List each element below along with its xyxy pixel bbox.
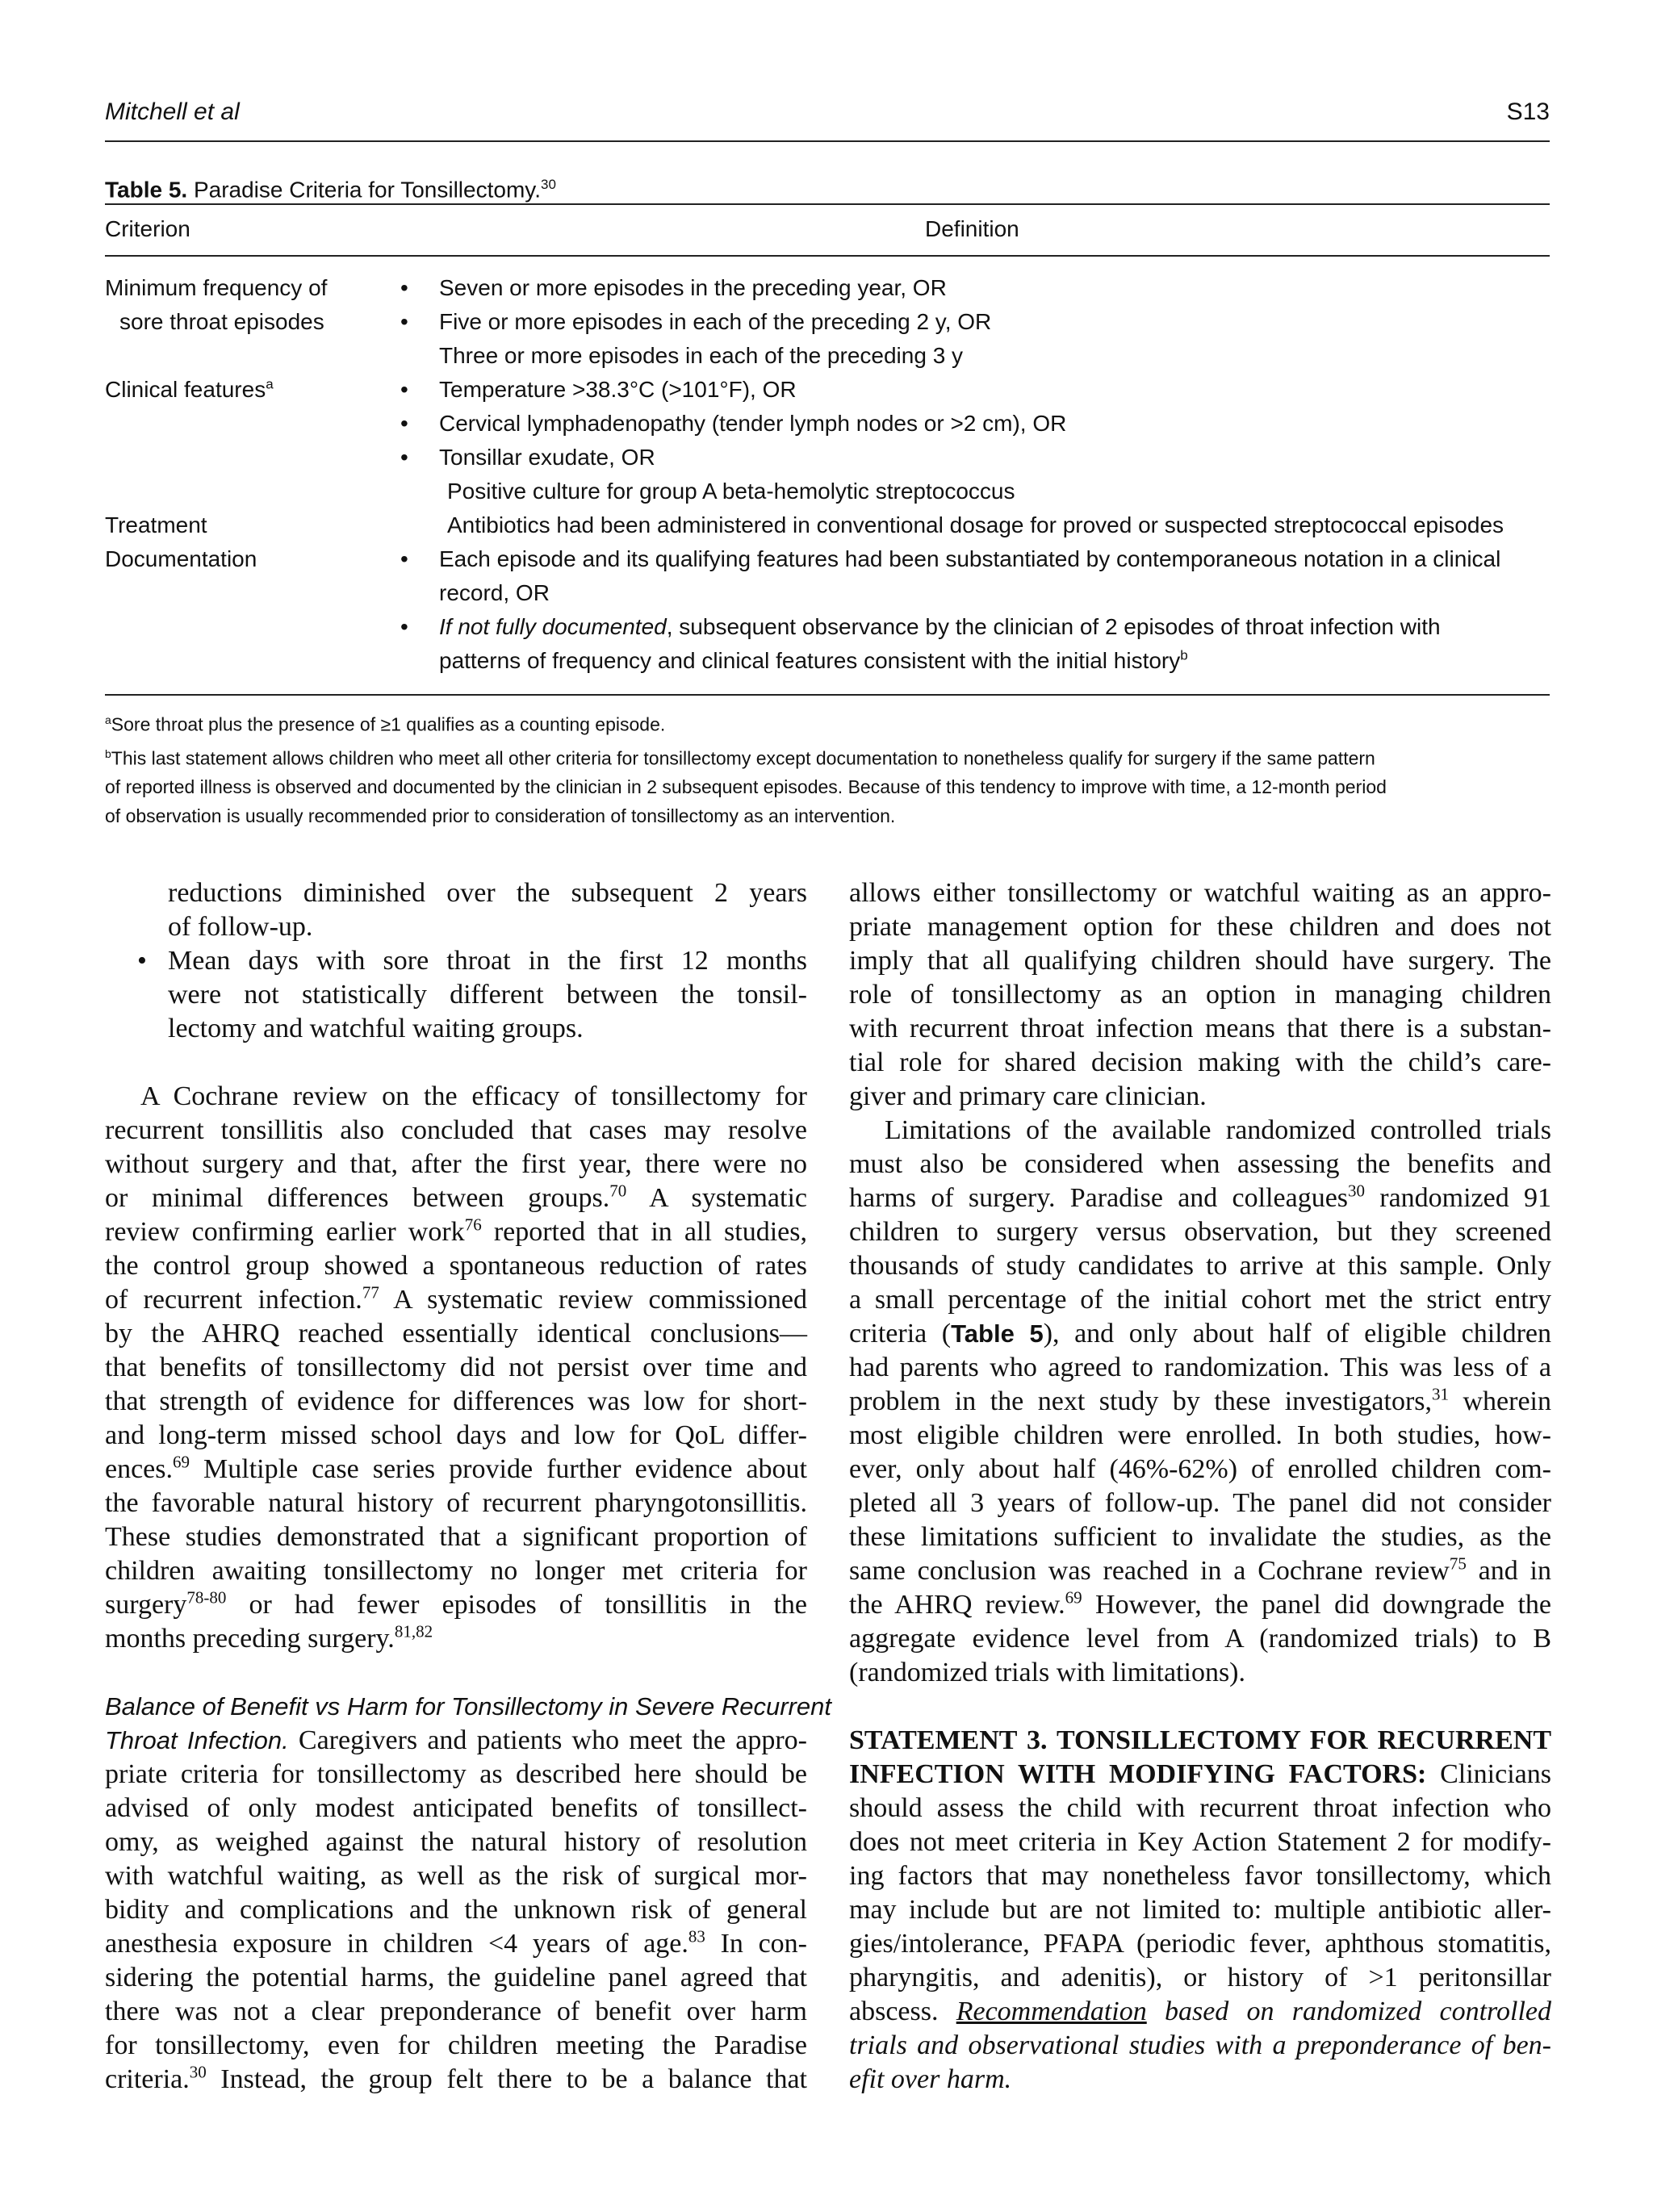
citation: 76 xyxy=(464,1215,482,1235)
text-part: based on randomized controlled xyxy=(1146,1997,1552,2026)
text-line: giver and primary care clinician. xyxy=(849,1081,1207,1111)
text-line: most eligible children were enrolled. In both studies, how- xyxy=(849,1420,1551,1450)
definition-text: Each episode and its qualifying features had been substantiated by contemporaneous notation in a clinical xyxy=(439,546,1501,571)
text-line xyxy=(105,1622,807,1656)
footnote-text: This last statement allows children who meet all other criteria for tonsillectomy except documentation to nonetheless qualify for surgery if the same pattern xyxy=(111,747,1375,769)
definition-rest: , subsequent observance by the clinician of 2 episodes of throat infection with xyxy=(666,614,1441,639)
text-line: These studies demonstrated that a significant proportion of xyxy=(105,1522,807,1552)
text-line: Mean days with sore throat in the first 12 months xyxy=(168,946,807,976)
left-column xyxy=(105,876,831,2097)
text-line: had parents who agreed to randomization. This was less of a xyxy=(849,1353,1551,1382)
criterion-label-text: Clinical features xyxy=(105,377,266,402)
text-line: children awaiting tonsillectomy no longer met criteria for xyxy=(105,1556,807,1586)
definition-text: Five or more episodes in each of the preceding 2 y, OR xyxy=(439,309,992,334)
text-part: harms of surgery. Paradise and colleagues xyxy=(849,1183,1349,1213)
text-line: with watchful waiting, as well as the risk of surgical mor- xyxy=(105,1861,807,1891)
table-row xyxy=(105,373,1550,407)
bullet-icon: • xyxy=(400,445,408,470)
definition-text: Positive culture for group A beta-hemolytic streptococcus xyxy=(447,479,1015,504)
text-line: a small percentage of the initial cohort met the strict entry xyxy=(849,1285,1551,1315)
footnote-b xyxy=(105,739,1550,773)
definition-text: Seven or more episodes in the preceding year, OR xyxy=(439,275,947,300)
text-part: or had fewer episodes of tonsillitis in the xyxy=(226,1590,807,1620)
table-row xyxy=(105,644,1550,678)
text-line: priate management option for these children and does not xyxy=(849,912,1551,942)
text-part: problem in the next study by these investigators, xyxy=(849,1386,1432,1416)
definition-text xyxy=(439,644,1188,678)
text-part: months preceding surgery. xyxy=(105,1624,395,1654)
footnote-text: Sore throat plus the presence of ≥1 qualifies as a counting episode. xyxy=(111,713,666,735)
citation: 75 xyxy=(1449,1553,1467,1574)
text-part: abscess. xyxy=(849,1997,956,2026)
text-part: of recurrent infection. xyxy=(105,1285,362,1315)
text-line xyxy=(105,1181,807,1215)
text-line: that benefits of tonsillectomy did not persist over time and xyxy=(105,1353,807,1382)
table-footnotes xyxy=(105,696,1550,830)
text-part: criteria. xyxy=(105,2064,190,2094)
definition-text: Three or more episodes in each of the preceding 3 y xyxy=(439,343,964,368)
text-part: Caregivers and patients who meet the appro- xyxy=(288,1725,808,1755)
paragraph-gap xyxy=(105,1656,807,1690)
text-line: these limitations sufficient to invalidate the studies, as the xyxy=(849,1522,1551,1552)
paragraph-gap xyxy=(105,1046,807,1080)
text-line: bidity and complications and the unknown risk of general xyxy=(105,1895,807,1925)
text-line: advised of only modest anticipated benefits of tonsillect- xyxy=(105,1793,807,1823)
text-line xyxy=(849,1385,1551,1419)
text-line: pleted all 3 years of follow-up. The panel did not consider xyxy=(849,1488,1551,1518)
text-line: were not statistically different between the tonsil- xyxy=(168,980,807,1010)
definition-text-part: patterns of frequency and clinical features consistent with the initial history xyxy=(439,648,1181,673)
definition-text: Tonsillar exudate, OR xyxy=(439,445,655,470)
text-part: the AHRQ review. xyxy=(849,1590,1065,1620)
table-title: Paradise Criteria for Tonsillectomy. xyxy=(193,177,541,203)
text-line: role of tonsillectomy as an option in managing children xyxy=(849,980,1551,1010)
citation: 70 xyxy=(609,1181,627,1201)
text-part: criteria ( xyxy=(849,1319,952,1349)
text-part: ences. xyxy=(105,1454,174,1484)
text-line: the favorable natural history of recurrent pharyngotonsillitis. xyxy=(105,1488,807,1518)
table-row xyxy=(105,305,1550,339)
text-part: A systematic xyxy=(626,1183,807,1213)
paragraph-gap xyxy=(849,1690,1551,1724)
right-column xyxy=(849,876,1551,2097)
citation: 69 xyxy=(173,1452,190,1472)
table-body xyxy=(105,257,1550,694)
section-heading: Balance of Benefit vs Harm for Tonsillectomy in Severe Recurrent xyxy=(105,1692,831,1721)
text-line: imply that all qualifying children should have surgery. The xyxy=(849,946,1551,976)
bullet-icon: • xyxy=(137,946,147,976)
text-line: ing factors that may nonetheless favor tonsillectomy, which xyxy=(849,1861,1551,1891)
table-row xyxy=(105,339,1550,373)
definition-text: Antibiotics had been administered in conventional dosage for proved or suspected streptococcal episodes xyxy=(447,512,1504,537)
table-reference-link[interactable]: Table 5 xyxy=(951,1319,1044,1348)
table-row xyxy=(105,610,1550,644)
text-part: or minimal differences between groups. xyxy=(105,1183,610,1213)
column-header-criterion: Criterion xyxy=(105,216,190,241)
text-line xyxy=(849,1181,1551,1215)
text-line: (randomized trials with limitations). xyxy=(849,1658,1246,1687)
citation: 31 xyxy=(1432,1384,1449,1404)
running-header xyxy=(105,95,1550,142)
table-row xyxy=(105,508,1550,542)
text-line: without surgery and that, after the first year, there were no xyxy=(105,1149,807,1179)
definition-italic: If not fully documented xyxy=(439,614,667,639)
text-part: Clinicians xyxy=(1426,1759,1551,1789)
text-line: efit over harm. xyxy=(849,2064,1012,2094)
bullet-icon: • xyxy=(400,377,408,402)
text-line: reductions diminished over the subsequent 2 years xyxy=(168,878,807,908)
table-title-ref: 30 xyxy=(540,177,556,192)
text-part: reported that in all studies, xyxy=(481,1217,808,1247)
text-part: randomized 91 xyxy=(1365,1183,1551,1213)
text-line: by the AHRQ reached essentially identical conclusions— xyxy=(105,1319,807,1349)
text-line xyxy=(849,1588,1551,1622)
text-line xyxy=(105,1215,807,1249)
text-line xyxy=(849,1317,1551,1351)
table-header-row xyxy=(105,205,1550,255)
section-heading: Throat Infection. xyxy=(105,1726,289,1754)
text-part: In con- xyxy=(705,1929,807,1959)
text-line: pharyngitis, and adenitis), or history of >1 peritonsillar xyxy=(849,1963,1551,1992)
text-line: and long-term missed school days and low for QoL differ- xyxy=(105,1420,807,1450)
text-line: thousands of study candidates to arrive at this sample. Only xyxy=(849,1251,1551,1281)
running-header-authors: Mitchell et al xyxy=(105,98,240,125)
text-part: ), and only about half of eligible children xyxy=(1043,1319,1552,1349)
text-line: there was not a clear preponderance of benefit over harm xyxy=(105,1997,807,2026)
footnote-marker: a xyxy=(266,376,274,392)
citation: 81,82 xyxy=(394,1621,433,1641)
text-line xyxy=(105,1283,807,1317)
text-line: that strength of evidence for differences was low for short- xyxy=(105,1386,807,1416)
table-row xyxy=(105,475,1550,508)
text-line: Limitations of the available randomized controlled trials xyxy=(885,1115,1551,1145)
footnote-a xyxy=(105,705,1550,739)
text-line: should assess the child with recurrent throat infection who xyxy=(849,1793,1551,1823)
text-line: lectomy and watchful waiting groups. xyxy=(168,1014,584,1043)
table-row xyxy=(105,441,1550,475)
citation: 77 xyxy=(362,1282,379,1303)
bullet-icon: • xyxy=(400,309,408,334)
text-line: for tonsillectomy, even for children meeting the Paradise xyxy=(105,2030,807,2060)
text-line: tial role for shared decision making with the child’s care- xyxy=(849,1047,1551,1077)
table-caption xyxy=(105,166,1550,203)
criterion-label: sore throat episodes xyxy=(119,309,324,334)
text-line: priate criteria for tonsillectomy as described here should be xyxy=(105,1759,807,1789)
text-line: with recurrent throat infection means that there is a substan- xyxy=(849,1014,1551,1043)
criterion-label: Treatment xyxy=(105,512,207,537)
definition-text: Temperature >38.3°C (>101°F), OR xyxy=(439,377,797,402)
text-line: children to surgery versus observation, but they screened xyxy=(849,1217,1551,1247)
citation: 78-80 xyxy=(186,1587,227,1608)
bullet-icon: • xyxy=(400,614,408,639)
definition-text xyxy=(439,610,1441,644)
citation: 30 xyxy=(189,2062,207,2082)
table-row xyxy=(105,542,1550,576)
text-part: same conclusion was reached in a Cochrane review xyxy=(849,1556,1450,1586)
text-line: may include but are not limited to: multiple antibiotic aller- xyxy=(849,1895,1551,1925)
text-part: wherein xyxy=(1449,1386,1551,1416)
text-line: ever, only about half (46%-62%) of enrolled children com- xyxy=(849,1454,1551,1484)
footnote-marker: b xyxy=(105,746,111,760)
text-line: the control group showed a spontaneous reduction of rates xyxy=(105,1251,807,1281)
text-line xyxy=(105,1453,807,1487)
text-line xyxy=(849,1995,1551,2029)
text-line: does not meet criteria in Key Action Statement 2 for modify- xyxy=(849,1827,1551,1857)
text-line xyxy=(105,2063,807,2097)
citation: 30 xyxy=(1348,1181,1366,1201)
text-part: However, the panel did downgrade the xyxy=(1082,1590,1551,1620)
text-part: Multiple case series provide further evidence about xyxy=(190,1454,807,1484)
text-line: must also be considered when assessing the benefits and xyxy=(849,1149,1551,1179)
table-row xyxy=(105,576,1550,610)
bullet-item xyxy=(105,944,807,978)
bullet-icon: • xyxy=(400,411,408,436)
criterion-label: Minimum frequency of xyxy=(105,275,328,300)
definition-text: Cervical lymphadenopathy (tender lymph nodes or >2 cm), OR xyxy=(439,411,1067,436)
bullet-icon: • xyxy=(400,546,408,571)
text-line xyxy=(105,1588,807,1622)
criterion-label xyxy=(105,373,274,407)
bullet-icon: • xyxy=(400,275,408,300)
text-line: trials and observational studies with a preponderance of ben- xyxy=(849,2030,1551,2060)
footnote-b-cont: of reported illness is observed and documented by the clinician in 2 subsequent episodes. Because of this tendency to improve with time, a 12-month period xyxy=(105,776,1387,798)
text-line: sidering the potential harms, the guideline panel agreed that xyxy=(105,1963,807,1992)
table-label: Table 5. xyxy=(105,177,188,203)
text-line: A Cochrane review on the efficacy of tonsillectomy for xyxy=(140,1081,807,1111)
table-row xyxy=(105,407,1550,441)
text-part: anesthesia exposure in children <4 years of age. xyxy=(105,1929,688,1959)
text-line: aggregate evidence level from A (randomized trials) to B xyxy=(849,1624,1551,1654)
text-line xyxy=(105,1927,807,1961)
text-part: and in xyxy=(1466,1556,1551,1586)
table-5 xyxy=(105,166,1550,830)
footnote-b-cont: of observation is usually recommended prior to consideration of tonsillectomy as an intervention. xyxy=(105,805,896,827)
citation: 69 xyxy=(1065,1587,1082,1608)
definition-text: record, OR xyxy=(439,580,550,605)
footnote-marker: b xyxy=(1180,647,1188,663)
text-line xyxy=(849,1554,1551,1588)
table-row xyxy=(105,271,1550,305)
text-part: review confirming earlier work xyxy=(105,1217,465,1247)
text-line: gies/intolerance, PFAPA (periodic fever, aphthous stomatitis, xyxy=(849,1929,1551,1959)
criterion-label: Documentation xyxy=(105,546,257,571)
text-part: Instead, the group felt there to be a balance that xyxy=(206,2064,807,2094)
statement-heading: STATEMENT 3. TONSILLECTOMY FOR RECURRENT xyxy=(849,1725,1551,1755)
text-part: A systematic review commissioned xyxy=(379,1285,807,1315)
text-line xyxy=(105,1724,807,1758)
recommendation-label: Recommendation xyxy=(956,1997,1147,2026)
text-line: omy, as weighed against the natural history of resolution xyxy=(105,1827,807,1857)
text-line: of follow-up. xyxy=(168,912,313,942)
text-line: recurrent tonsillitis also concluded that cases may resolve xyxy=(105,1115,807,1145)
text-line xyxy=(849,1758,1551,1792)
statement-heading: INFECTION WITH MODIFYING FACTORS: xyxy=(849,1759,1427,1789)
footnote-marker: a xyxy=(105,713,111,726)
citation: 83 xyxy=(688,1926,705,1946)
page-number: S13 xyxy=(1506,98,1550,125)
text-part: surgery xyxy=(105,1590,187,1620)
text-line: allows either tonsillectomy or watchful waiting as an appro- xyxy=(849,878,1551,908)
column-header-definition: Definition xyxy=(925,216,1019,241)
